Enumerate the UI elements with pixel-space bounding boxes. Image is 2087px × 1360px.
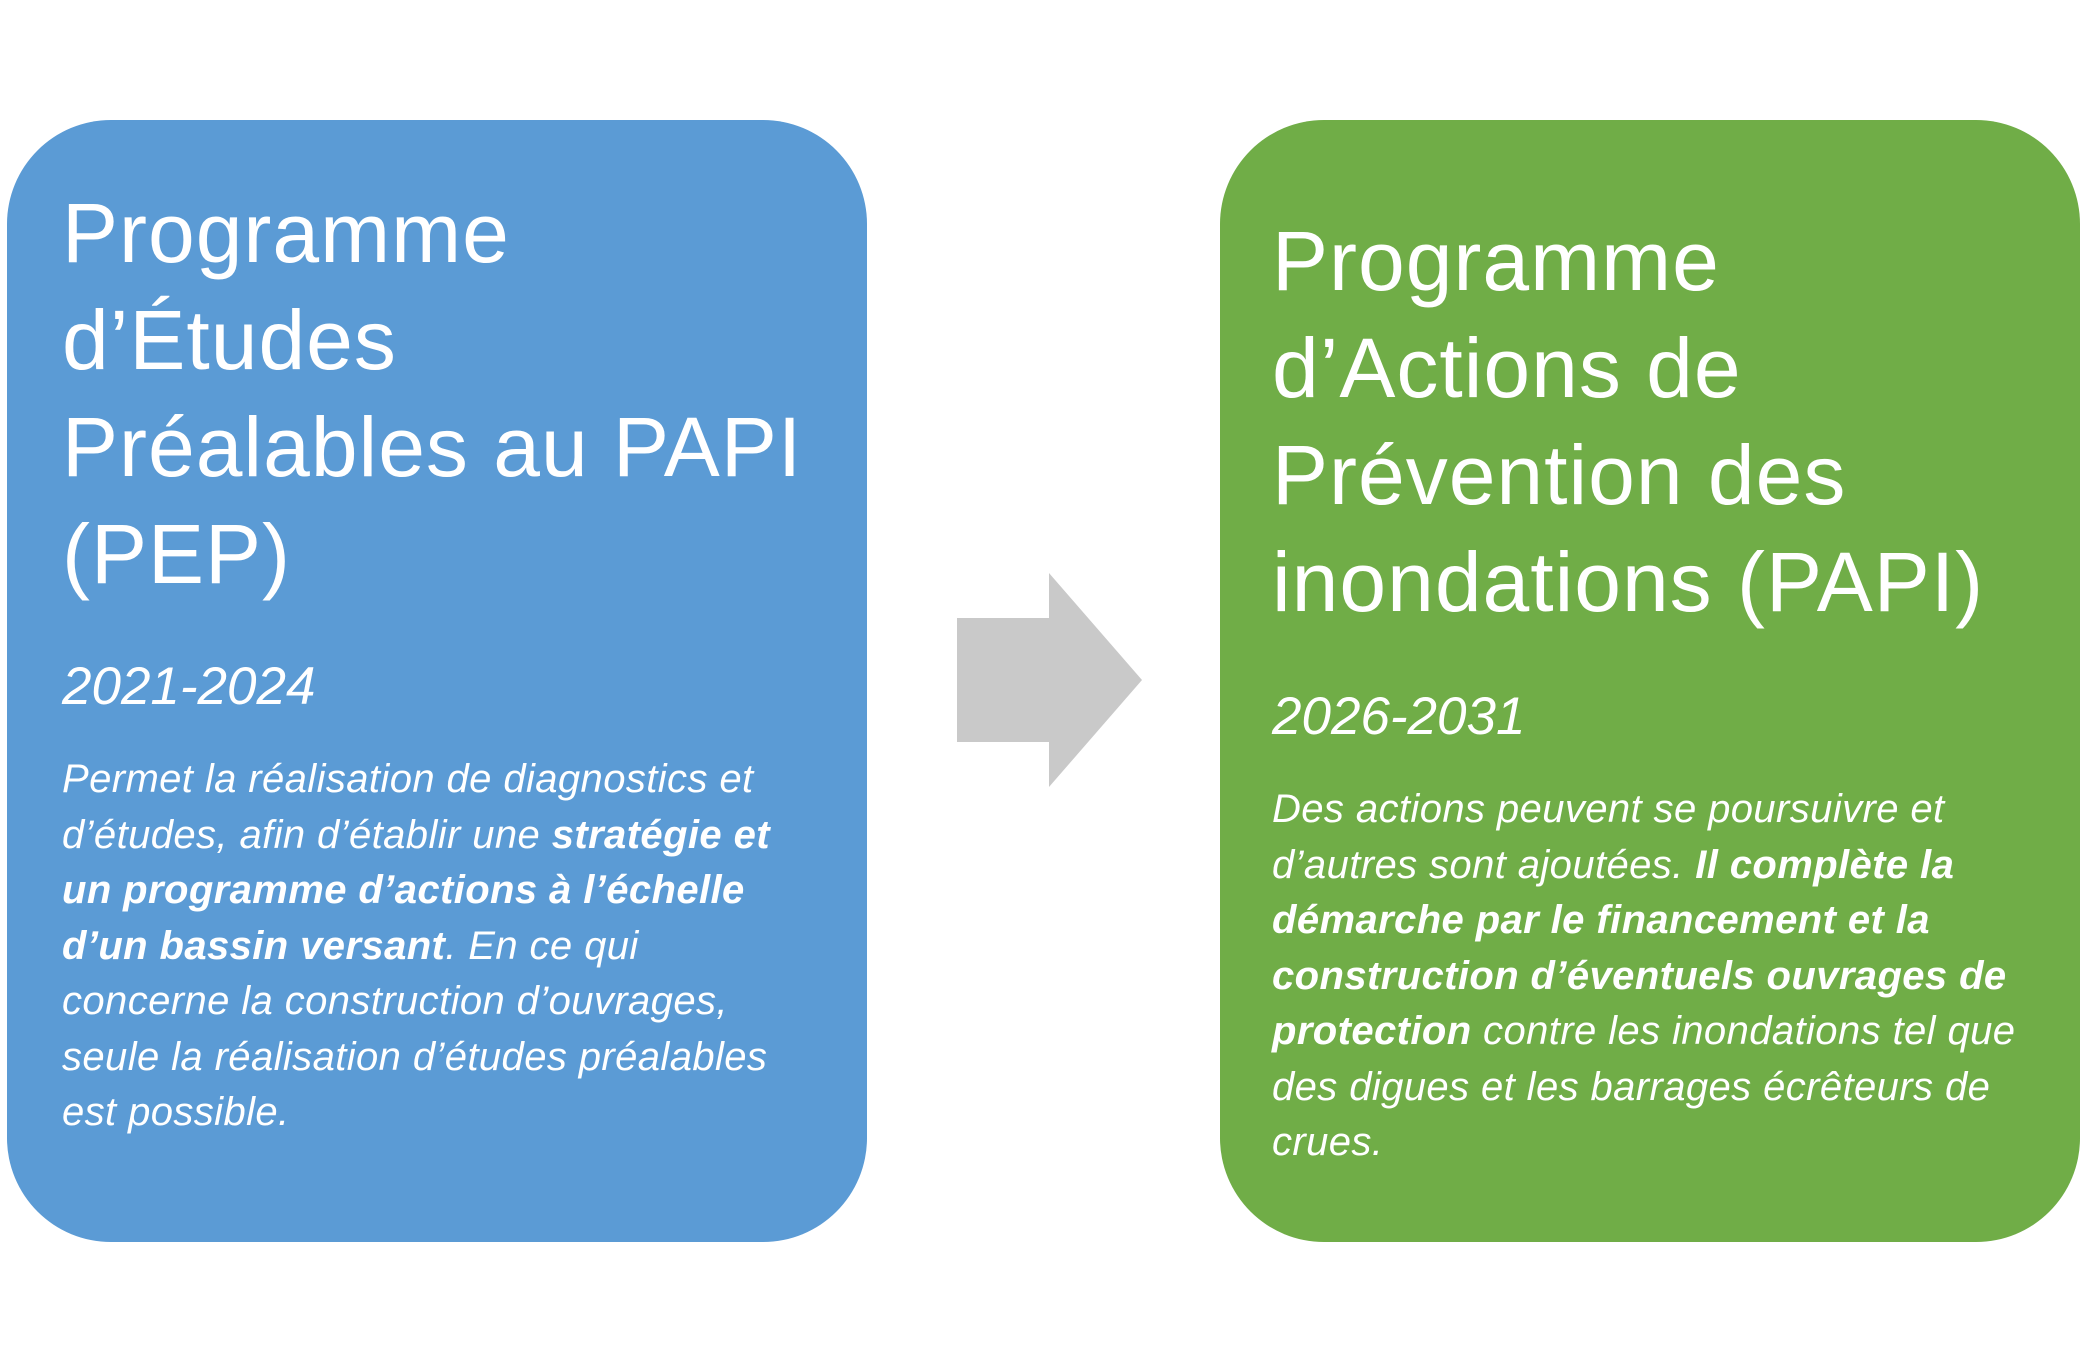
papi-box (1220, 120, 2080, 1242)
papi-dates: 2026-2031 (1272, 687, 1526, 746)
right-arrow-icon (957, 573, 1142, 787)
pep-description-part-1: Permet la réalisation de diagnostics et d’études, afin d’établir une (62, 757, 754, 857)
pep-description (62, 752, 807, 1141)
pep-description-part-2: stratégie et un programme d’actions à l’échelle d’un bassin versant (62, 812, 770, 968)
pep-title: Programme d’Études Préalables au PAPI (PEP) (62, 186, 803, 601)
pep-dates: 2021-2024 (62, 657, 316, 716)
pep-box (7, 120, 867, 1242)
papi-description (1272, 782, 2020, 1171)
arrow-shape (957, 573, 1142, 787)
papi-description-part-1: Des actions peuvent se poursuivre et d’autres sont ajoutées. (1272, 787, 1945, 887)
papi-title: Programme d’Actions de Prévention des inondations (PAPI) (1272, 214, 1985, 629)
papi-description-part-3: contre les inondations tel que des digues et les barrages écrêteurs de crues. (1272, 1009, 2016, 1164)
papi-description-part-2: Il complète la démarche par le financement et la construction d’éventuels ouvrages de protection (1272, 842, 2007, 1053)
pep-description-part-3: . En ce qui concerne la construction d’ouvrages, seule la réalisation d’études préalables est possible. (62, 923, 768, 1134)
